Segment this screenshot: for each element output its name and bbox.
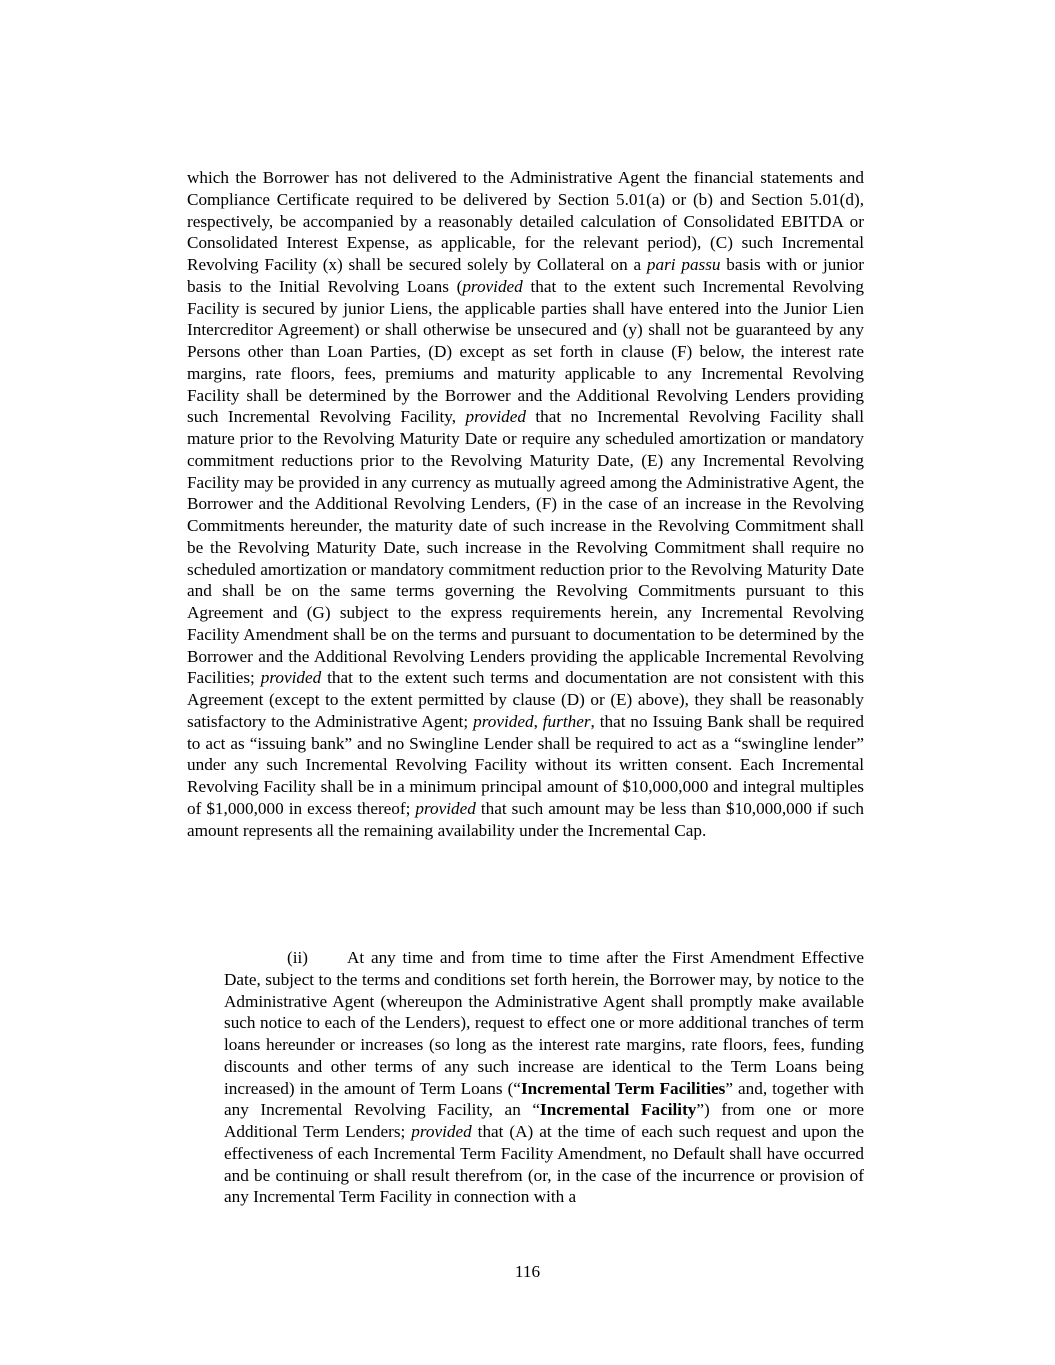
page-number: 116 [514,1262,541,1281]
paragraph-text: that to the extent such Incremental Revolving Facility is secured by junior Liens, the applicable parties shall have entered into the Junior Lien Intercreditor Agreement) or shall otherwise be unsecured and (y) shall not be guaranteed by any Persons other than Loan Parties, (D) except as set forth in clause (F) below, the interest rate margins, rate floors, fees, premiums and maturity applicable to any Incremental Revolving Facility shall be determined by the Borrower and the Additional Revolving Lenders providing such Incremental Revolving Facility, [187,276,864,427]
italic-term: provided [473,711,534,731]
paragraph-text: ”) from one or more Additional Term Lenders; [224,1100,864,1141]
paragraph-text: that no Incremental Revolving Facility shall mature prior to the Revolving Maturity Date or require any scheduled amortization or mandatory commitment reductions prior to the Revolving Maturity Date, (E) any Incremental Revolving Facility may be provided in any currency as mutually agreed among the Administrative Agent, the Borrower and the Additional Revolving Lenders, (F) in the case of an increase in the Revolving Commitments hereunder, the maturity date of such increase in the Revolving Commitment shall be the Revolving Maturity Date, such increase in the Revolving Commitment shall require no scheduled amortization or mandatory commitment reduction prior to the Revolving Maturity Date and shall be on the same terms governing the Revolving Commitments pursuant to this Agreement and (G) subject to the express requirements herein, any Incremental Revolving Facility Amendment shall be on the terms and pursuant to documentation to be determined by the Borrower and the Additional Revolving Lenders providing the applicable Incremental Revolving Facilities; [187,407,864,688]
clause-label: (ii) [287,948,308,967]
paragraph-text: that such amount may be less than $10,000,000 if such amount represents all the remaining availability under the Incremental Cap. [187,798,864,840]
defined-term: Incremental Facility [540,1100,697,1120]
paragraph-text: At any time and from time to time after the First Amendment Effective Date, subject to the terms and conditions set forth herein, the Borrower may, by notice to the Administrative Agent (whereupon the Administrative Agent shall promptly make available such notice to each of the Lenders), request to effect one or more additional tranches of term loans hereunder or increases (so long as the interest rate margins, rate floors, fees, funding discounts and other terms of any such increase are identical to the Term Loans being increased) in the amount of Term Loans (“ [224,948,864,1098]
italic-term: provided [260,668,322,688]
paragraph-text: , [533,711,543,731]
paragraph-text: ” and, together with any Incremental Revolving Facility, an “ [224,1078,864,1120]
body-paragraph [187,167,864,841]
italic-term: provided [411,1122,472,1141]
italic-term: provided [415,798,476,818]
italic-term: provided [462,276,523,296]
clause-paragraph [224,947,864,1208]
paragraph-text: basis with or junior basis to the Initial Revolving Loans ( [187,255,864,296]
paragraph-text: that to the extent such terms and documentation are not consistent with this Agreement (except to the extent permitted by clause (D) or (E) above), they shall be reasonably satisfactory to the Administrative Agent; [187,668,865,731]
italic-term: further [542,711,591,731]
paragraph-text: that (A) at the time of each such request and upon the effectiveness of each Incremental Term Facility Amendment, no Default shall have occurred and be continuing or shall result therefrom (or, in the case of the incurrence or provision of any Incremental Term Facility in connection with a [224,1122,864,1207]
defined-term: Incremental Term Facilities [520,1078,726,1098]
italic-term: pari passu [646,255,721,274]
paragraph-text: which the Borrower has not delivered to the Administrative Agent the financial statements and Compliance Certificate required to be delivered by Section 5.01(a) or (b) and Section 5.01(d), respectively, be accompanied by a reasonably detailed calculation of Consolidated EBITDA or Consolidated Interest Expense, as applicable, for the relevant period), (C) such Incremental Revolving Facility (x) shall be secured solely by Collateral on a [187,168,864,274]
italic-term: provided [465,407,526,427]
paragraph-text: , that no Issuing Bank shall be required to act as “issuing bank” and no Swingline Lender shall be required to act as a “swingline lender” under any such Incremental Revolving Facility without its written consent. Each Incremental Revolving Facility shall be in a minimum principal amount of $10,000,000 and integral multiples of $1,000,000 in excess thereof; [187,711,864,818]
